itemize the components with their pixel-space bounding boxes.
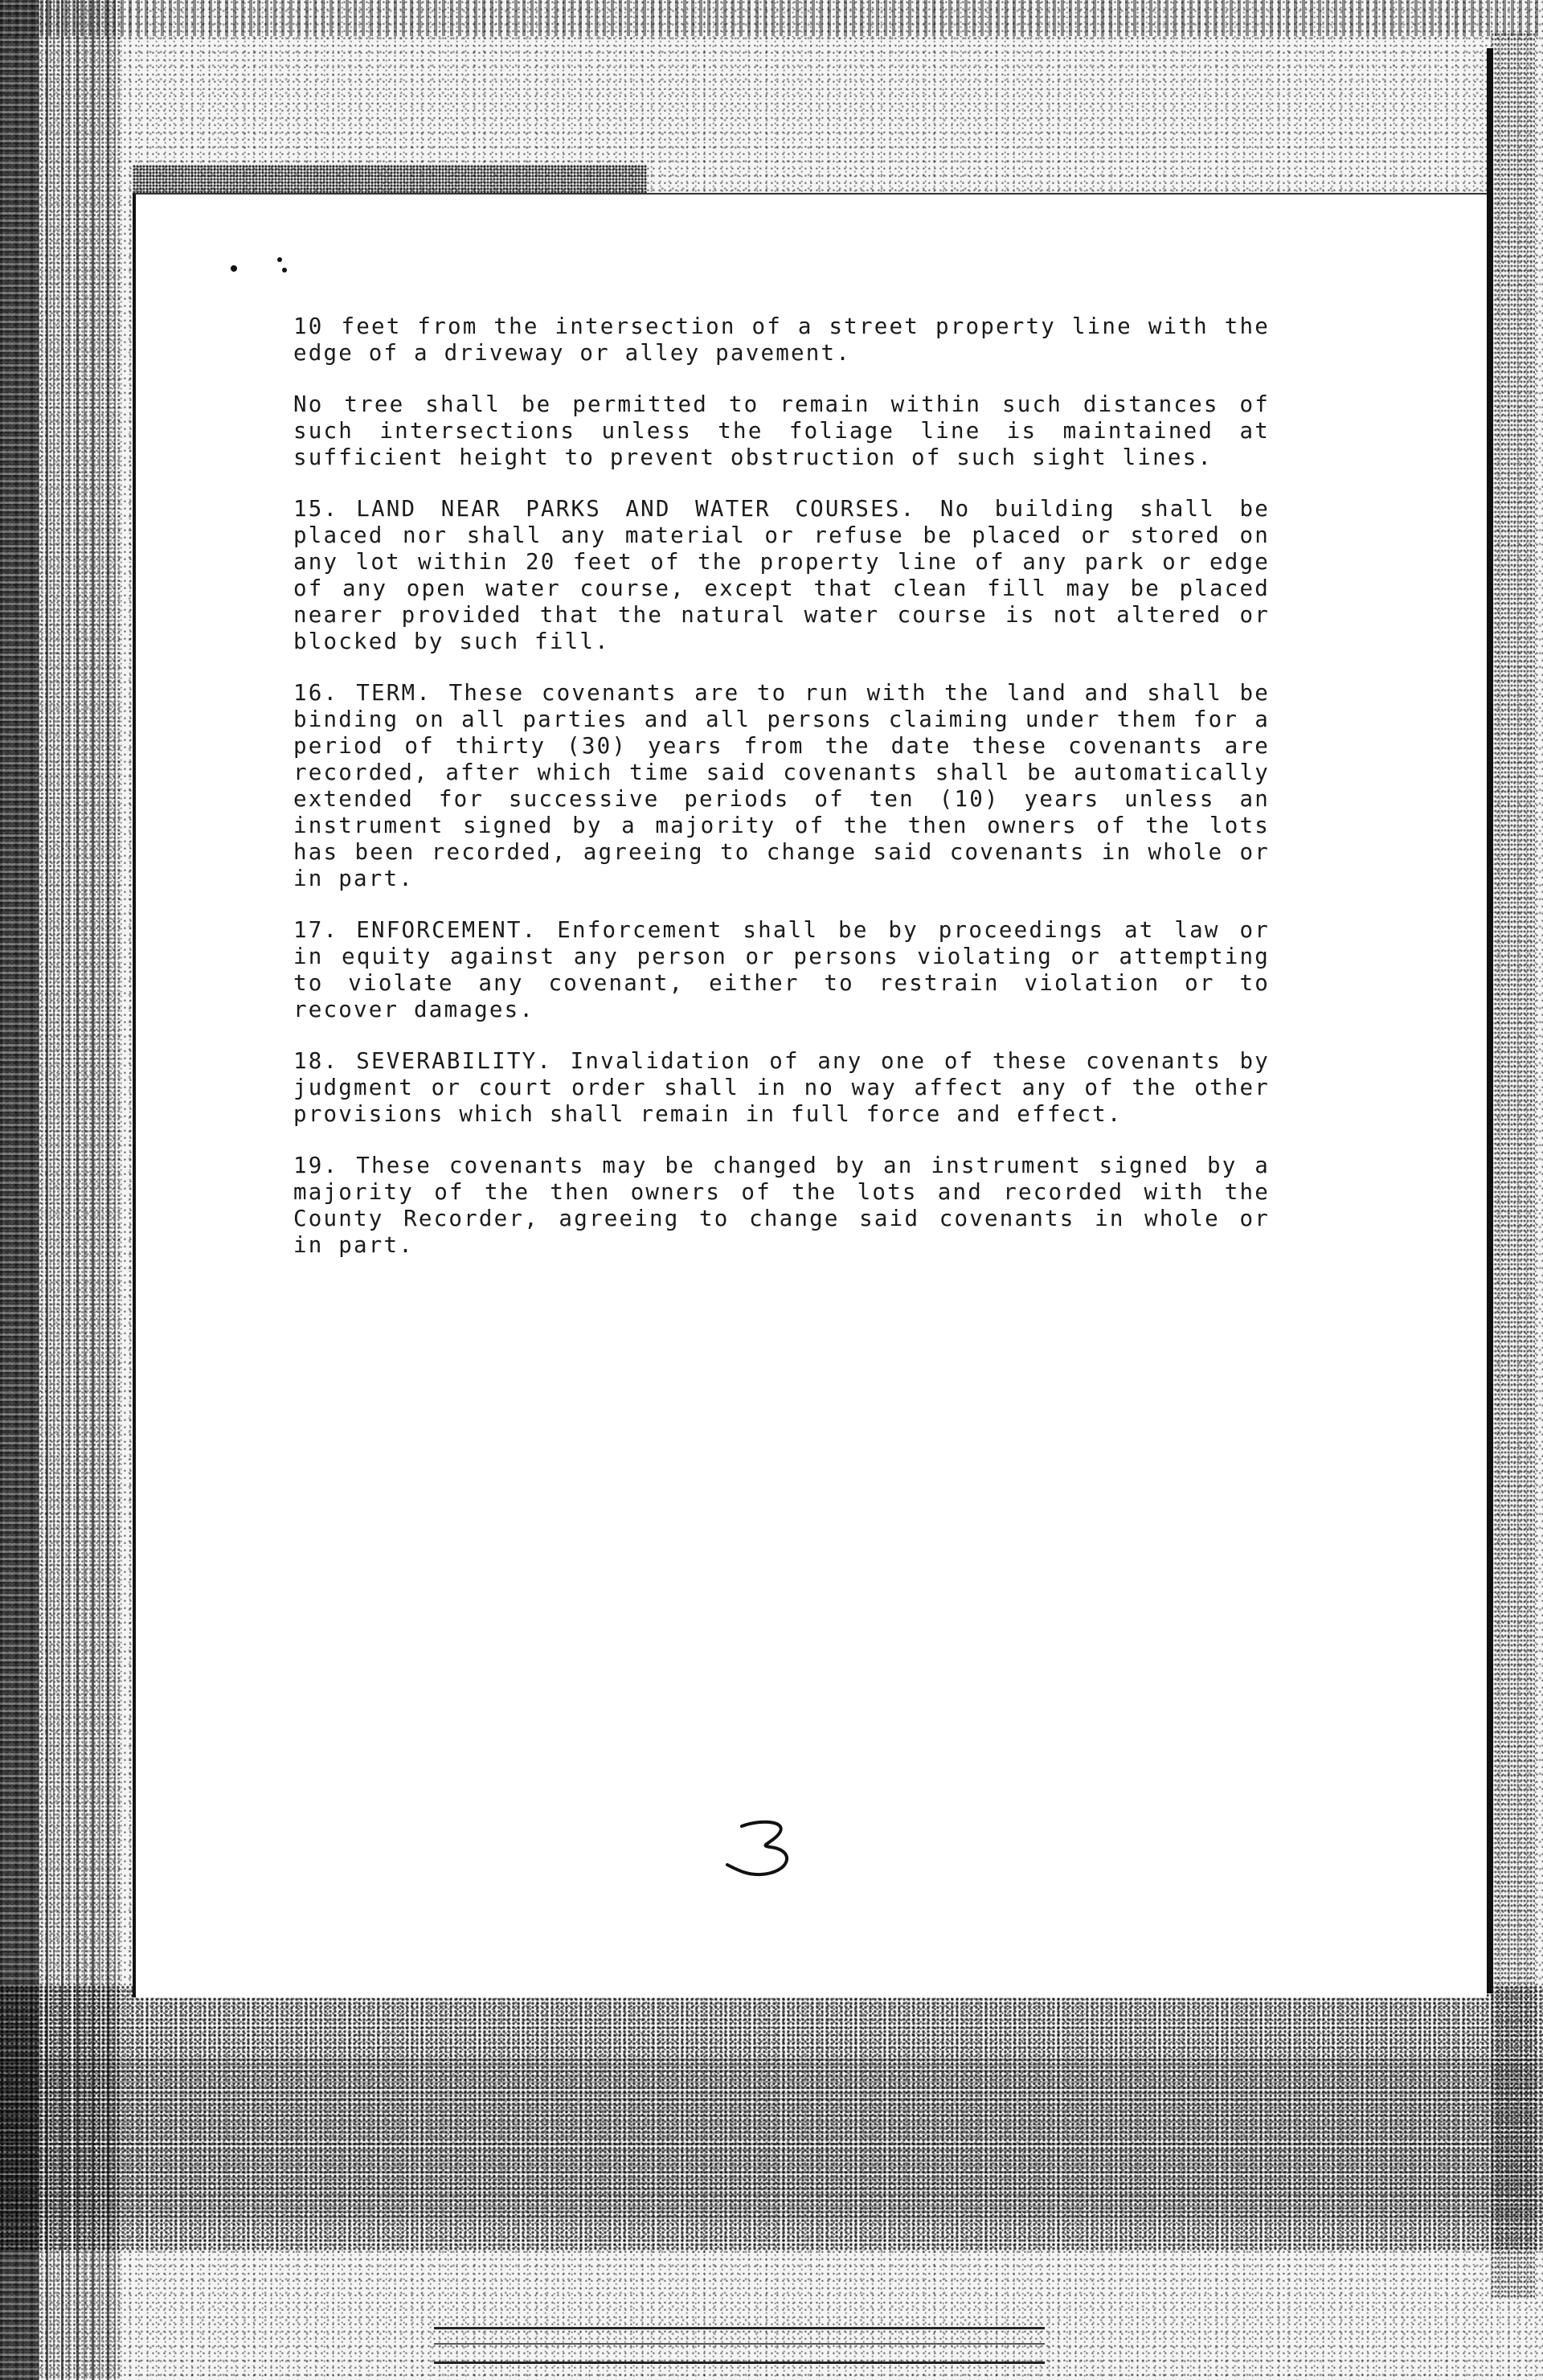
paragraph-19 — [293, 1153, 1270, 1259]
footer-rule-line-middle — [434, 2343, 1045, 2345]
paragraph-text: Invalidation of any one of these covenants by judgment or court order shall in no way affect any of the other provisions which shall remain in full force and effect. — [293, 1048, 1270, 1127]
scan-top-shadow — [133, 165, 647, 197]
paragraph-number: 10 — [293, 313, 324, 339]
speck-mark — [231, 265, 237, 272]
paragraph-heading: ENFORCEMENT. — [356, 917, 538, 943]
footer-rule-lines — [434, 2327, 1045, 2364]
paragraph-17 — [293, 917, 1270, 1023]
paragraph-heading: SEVERABILITY. — [356, 1048, 553, 1074]
paragraph-text: These covenants are to run with the land and shall be binding on all parties and all persons claiming under them for a period of thirty (30) years from the date these covenants are recorded, after which time said covenants shall be automatically extended for successive periods of ten (10) years unless an instrument signed by a majority of the then owners of the lots has been recorded, agreeing to change said covenants in whole or in part. — [293, 680, 1270, 891]
paragraph-18 — [293, 1048, 1270, 1128]
paragraph-16 — [293, 680, 1270, 892]
paragraph-text: No tree shall be permitted to remain within such distances of such intersections unless the foliage line is maintained at sufficient height to prevent obstruction of such sight lines. — [293, 391, 1270, 470]
paragraph-15 — [293, 496, 1270, 655]
handwritten-page-number — [719, 1817, 816, 1881]
paragraph-text: No building shall be placed nor shall any material or refuse be placed or stored on any lot within 20 feet of the property line of any park or edge of any open water course, except that clean fill may be placed nearer provided that the natural water course is not altered or blocked by such fill. — [293, 496, 1270, 654]
page-number-stroke — [727, 1822, 787, 1874]
paragraph-number: 19. — [293, 1153, 339, 1178]
paragraph-heading: LAND NEAR PARKS AND WATER COURSES. — [356, 496, 916, 522]
paragraph-number: 17. — [293, 917, 339, 943]
paragraph-tree — [293, 391, 1270, 471]
page-right-border — [1487, 48, 1493, 1993]
scan-bottom-stripes — [0, 2058, 1543, 2218]
scan-right-artifacts — [1491, 32, 1535, 2299]
paragraph-text: feet from the intersection of a street property line with the edge of a driveway or alley pavement. — [293, 313, 1270, 366]
paragraph-heading: TERM. — [356, 680, 432, 706]
document-body — [293, 313, 1270, 1284]
paragraph-text: These covenants may be changed by an instrument signed by a majority of the then owners of the lots and recorded with the County Recorder, agreeing to change said covenants in whole or in part. — [293, 1153, 1270, 1258]
paragraph-number: 18. — [293, 1048, 339, 1074]
speck-mark — [282, 268, 287, 272]
speck-mark — [277, 257, 282, 262]
paragraph-number: 16. — [293, 680, 339, 706]
paragraph-number: 15. — [293, 496, 339, 522]
paragraph-continuation — [293, 313, 1270, 367]
paragraph-text: Enforcement shall be by proceedings at law or in equity against any person or persons violating or attempting to violate any covenant, either to restrain violation or to recover damages. — [293, 917, 1270, 1022]
scan-top-strip — [0, 0, 1543, 36]
